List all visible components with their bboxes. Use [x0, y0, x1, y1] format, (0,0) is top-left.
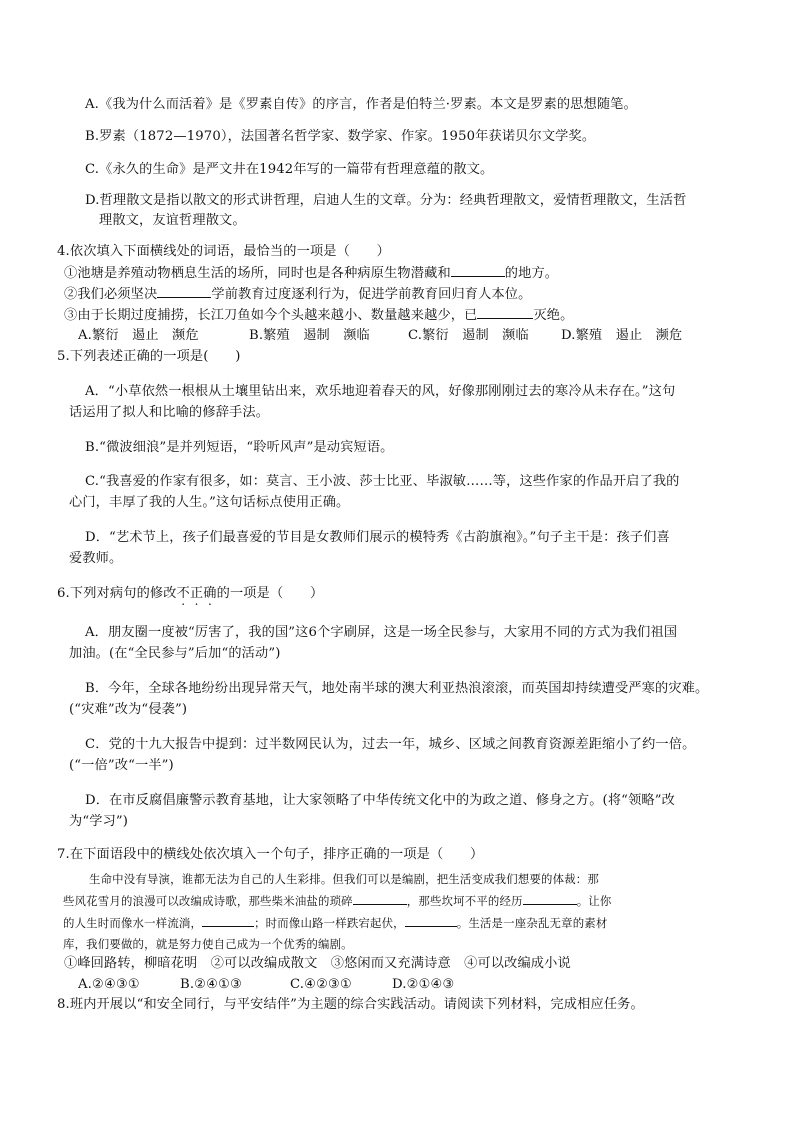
q6-option-d-line1: D．在市反腐倡廉警示教育基地，让大家领略了中华传统文化中的为政之道、修身之方。(将“领略”改: [85, 793, 675, 808]
q5-option-b: B.“微波细浪”是并列短语，“聆听风声”是动宾短语。: [85, 440, 394, 455]
q4-sentence-3: [64, 306, 573, 325]
q4-sentence-1: [64, 264, 558, 283]
q5-option-d-line2: 爱教师。: [69, 551, 123, 566]
q4-sentence-2: [64, 285, 531, 304]
q5-option-c-line1: C.“我喜爱的作家有很多，如：莫言、王小波、莎士比亚、毕淑敏……等，这些作家的作品开启了我的: [85, 474, 680, 489]
q7-passage-line2: [63, 892, 611, 910]
q6-stem: [57, 585, 323, 603]
q4-option-d: D.繁殖 遏止 濒危: [561, 328, 683, 343]
q7-p2-text-c: 。让你: [576, 894, 612, 908]
q7-p2-text-b: ，那些坎坷不平的经历: [406, 894, 523, 908]
emphasis-char: 正: [189, 586, 204, 601]
q4-s1-text-a: ①池塘是养殖动物栖息生活的场所，同时也是各种病原生物潜藏和: [64, 266, 451, 281]
q7-option-a: A.②④③①: [78, 977, 140, 992]
q6-option-b-line2: (“灾难”改为“侵袭”): [69, 702, 188, 717]
q7-p3-text-c: 。生活是一座杂乱无章的素材: [456, 916, 608, 930]
q7-p3-text-a: 的人生时而像水一样流淌，: [63, 916, 203, 930]
q5-option-a-line2: 话运用了拟人和比喻的修辞手法。: [69, 405, 270, 420]
q3-option-a: A.《我为什么而活着》是《罗素自传》的序言，作者是伯特兰·罗素。本文是罗素的思想随笔。: [85, 97, 637, 112]
q7-passage-line3: [63, 914, 607, 932]
q4-s3-text-b: 灭绝。: [533, 308, 574, 323]
q3-option-b: B.罗素（1872—1970），法国著名哲学家、数学家、作家。1950年获诺贝尔文学奖。: [85, 129, 596, 144]
q7-p2-text-a: 些风花雪月的浪漫可以改编成诗歌，那些柴米油盐的琐碎: [63, 894, 353, 908]
blank-line: [523, 894, 577, 905]
q6-option-a-line1: A．朋友圈一度被“厉害了，我的国”这6个字刷屏，这是一场全民参与，大家用不同的方式为我们祖国: [85, 625, 678, 640]
q4-s1-text-b: 的地方。: [504, 266, 559, 281]
q6-option-c-line1: C．党的十九大报告中提到：过半数网民认为，过去一年，城乡、区域之间教育资源差距缩小了约一倍。: [85, 737, 696, 752]
emphasis-char: 不: [176, 586, 190, 601]
q7-passage-line1: 生命中没有导演，谁都无法为自己的人生彩排。但我们可以是编剧，把生活变成我们想要的体裁：那: [89, 872, 599, 886]
blank-line: [451, 264, 505, 277]
q7-option-b: B.②④①③: [180, 977, 243, 992]
q5-option-c-line2: 心门，丰厚了我的人生。”这句话标点使用正确。: [69, 495, 350, 510]
q6-stem-pre: 6.下列对病句的修改: [57, 586, 177, 601]
q7-option-c: C.④②③①: [290, 977, 353, 992]
q4-option-a: A.繁衍 遏止 濒危: [78, 328, 199, 343]
q7-passage-line4: 库，我们要做的，就是努力使自己成为一个优秀的编剧。: [63, 937, 353, 951]
q6-stem-post: 的一项是（ ）: [216, 586, 324, 601]
q3-option-d-line2: 理散文，友谊哲理散文。: [99, 213, 246, 228]
blank-line: [405, 916, 457, 927]
emphasis-char: 确: [203, 586, 217, 601]
blank-line: [202, 916, 254, 927]
blank-line: [157, 285, 211, 298]
q4-s2-text-a: ②我们必须坚决: [64, 287, 158, 302]
q5-option-d-line1: D．“艺术节上，孩子们最喜爱的节目是女教师们展示的模特秀《古韵旗袍》。”句子主干是：孩子们喜: [85, 530, 670, 545]
q8-stem: 8.班内开展以“和安全同行，与平安结伴”为主题的综合实践活动。请阅读下列材料，完成相应任务。: [57, 997, 644, 1012]
q4-option-b: B.繁殖 遏制 濒临: [249, 328, 370, 343]
q3-option-c: C.《永久的生命》是严文井在1942年写的一篇带有哲理意蕴的散文。: [85, 162, 494, 177]
q6-option-d-line2: 为“学习”): [69, 814, 129, 829]
q4-stem: 4.依次填入下面横线处的词语，最恰当的一项是（ ）: [57, 244, 390, 259]
q6-option-a-line2: 加油。(在“全民参与”后加“的活动”): [69, 646, 281, 661]
q6-option-b-line1: B．今年，全球各地纷纷出现异常天气，地处南半球的澳大利亚热浪滚滚，而英国却持续遭受严寒的灾难。: [85, 681, 709, 696]
blank-line: [353, 894, 407, 905]
blank-line: [477, 306, 533, 319]
q4-s3-text-a: ③由于长期过度捕捞，长江刀鱼如今个头越来越小、数量越来越少，已: [64, 308, 478, 323]
q7-stem: 7.在下面语段中的横线处依次填入一个句子，排序正确的一项是（ ）: [57, 847, 484, 862]
q7-p3-text-b: ；时而像山路一样跌宕起伏，: [254, 916, 405, 930]
q6-option-c-line2: (“一倍”改“一半”): [69, 758, 174, 773]
q7-option-d: D.②①④③: [392, 977, 455, 992]
q5-stem: 5.下列表述正确的一项是( ): [57, 349, 241, 364]
q4-s2-text-b: 学前教育过度逐利行为，促进学前教育回归育人本位。: [211, 287, 532, 302]
q5-option-a-line1: A．“小草依然一根根从土壤里钻出来，欢乐地迎着春天的风，好像那刚刚过去的寒冷从未存在。”这句: [85, 384, 676, 399]
q7-items: ①峰回路转，柳暗花明 ②可以改编成散文 ③悠闲而又充满诗意 ④可以改编成小说: [64, 956, 571, 971]
q3-option-d-line1: D.哲理散文是指以散文的形式讲哲理，启迪人生的文章。分为：经典哲理散文，爱情哲理散文，生活哲: [85, 193, 687, 208]
q4-option-c: C.繁衍 遏制 濒临: [408, 328, 529, 343]
